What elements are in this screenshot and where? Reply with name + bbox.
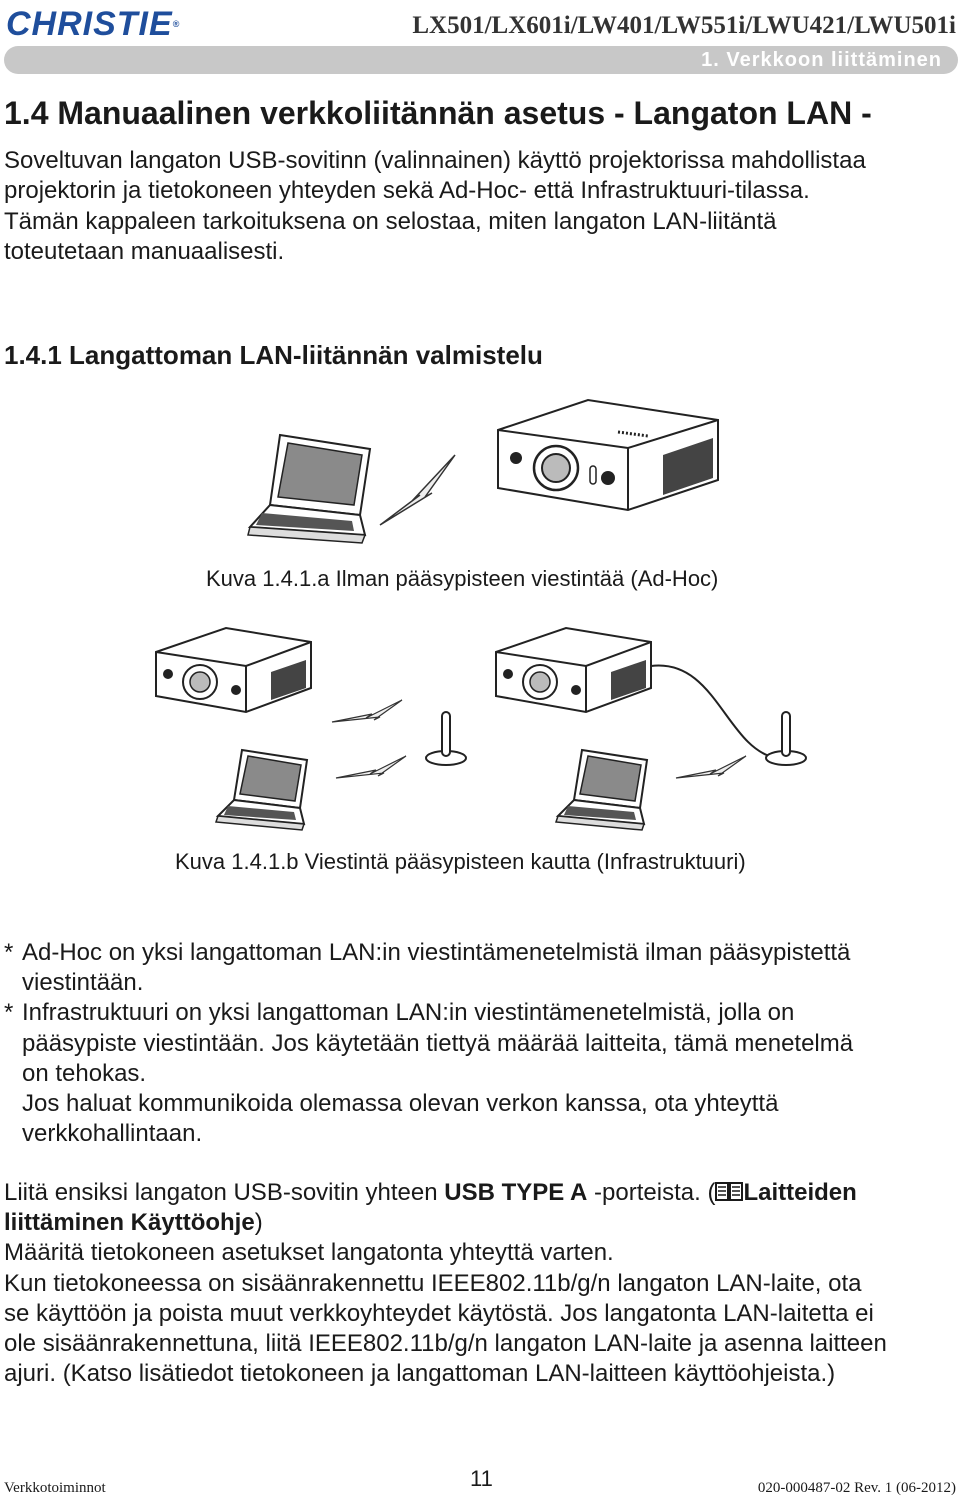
usb-type-a-label: USB TYPE A: [444, 1179, 588, 1206]
note-line: verkkohallintaan.: [22, 1120, 203, 1148]
usb-instruction: Liitä ensiksi langaton USB-sovitin yhteen USB TYPE A -porteista. ( Laitteiden: [4, 1179, 857, 1206]
note-line: Ad-Hoc on yksi langattoman LAN:in viestintämenetelmistä ilman pääsypistettä: [22, 939, 851, 966]
chapter-label: 1. Verkkoon liittäminen: [701, 49, 942, 71]
figure-infrastructure: [156, 628, 816, 838]
note-adhoc: * Ad-Hoc on yksi langattoman LAN:in viestintämenetelmistä ilman pääsypistettä viestintään.: [4, 938, 956, 998]
intro-line: Tämän kappaleen tarkoituksena on selostaa, miten langaton LAN-liitäntä: [4, 207, 777, 235]
final-line: ole sisäänrakennettuna, liitä IEEE802.11b/g/n langaton LAN-laite ja asenna laitteen: [4, 1330, 887, 1358]
figure-b-caption: Kuva 1.4.1.b Viestintä pääsypisteen kautta (Infrastruktuuri): [175, 849, 746, 874]
final-line: Määritä tietokoneen asetukset langatonta yhteyttä varten.: [4, 1239, 614, 1267]
figure-a-caption: Kuva 1.4.1.a Ilman pääsypisteen viestintää (Ad-Hoc): [206, 566, 719, 591]
subsection-title: 1.4.1 Langattoman LAN-liitännän valmistelu: [4, 340, 543, 370]
intro-paragraph: [4, 146, 956, 267]
model-line: LX501/LX601i/LW401/LW551i/LWU421/LWU501i: [412, 12, 956, 39]
note-line: on tehokas.: [22, 1059, 147, 1087]
manual-reference-link-cont[interactable]: liittäminen Käyttöohje: [4, 1209, 255, 1237]
book-icon: [715, 1181, 743, 1203]
christie-logo: CHRISTIE®: [6, 5, 181, 43]
note-line: viestintään.: [22, 969, 144, 997]
intro-line: Soveltuvan langaton USB-sovitinn (valinnainen) käyttö projektorissa mahdollistaa: [4, 147, 866, 174]
note-infrastructure: * Infrastruktuuri on yksi langattoman LAN:in viestintämenetelmistä, jolla on pääsypiste viestintään. Jos käytetään tiettyä määrää laitteita, tämä menetelmä on tehokas. Jos haluat kommunikoida olemassa olevan verkon kanssa, ota yhteyttä verkkohallintaan.: [4, 998, 956, 1149]
final-line: se käyttöön ja poista muut verkkoyhteydet käytöstä. Jos langatonta LAN-laitetta ei: [4, 1299, 874, 1327]
intro-line: toteutetaan manuaalisesti.: [4, 237, 285, 265]
figure-adhoc: [230, 395, 740, 555]
final-line: Kun tietokoneessa on sisäänrakennettu IEEE802.11b/g/n langaton LAN-laite, ota: [4, 1269, 862, 1297]
note-line: Jos haluat kommunikoida olemassa olevan verkon kanssa, ota yhteyttä: [22, 1090, 779, 1118]
page-number: 11: [470, 1466, 493, 1491]
intro-line: projektorin ja tietokoneen yhteyden sekä Ad-Hoc- että Infrastruktuuri-tilassa.: [4, 177, 810, 205]
footer-section: Verkkotoiminnot: [4, 1480, 106, 1496]
note-line: pääsypiste viestintään. Jos käytetään tiettyä määrää laitteita, tämä menetelmä: [22, 1029, 854, 1057]
notes: [4, 938, 956, 1149]
footer-revision: 020-000487-02 Rev. 1 (06-2012): [757, 1480, 956, 1496]
usb-instruction-cont: liittäminen Käyttöohje): [4, 1209, 263, 1237]
section-title: 1.4 Manuaalinen verkkoliitännän asetus - Langaton LAN -: [4, 95, 872, 131]
final-instructions: [4, 1178, 956, 1389]
final-line: ajuri. (Katso lisätiedot tietokoneen ja langattoman LAN-laitteen käyttöohjeista.): [4, 1360, 836, 1388]
note-line: Infrastruktuuri on yksi langattoman LAN:in viestintämenetelmistä, jolla on: [22, 999, 795, 1027]
manual-reference-link[interactable]: Laitteiden: [743, 1179, 857, 1206]
chapter-bar: [4, 46, 958, 74]
